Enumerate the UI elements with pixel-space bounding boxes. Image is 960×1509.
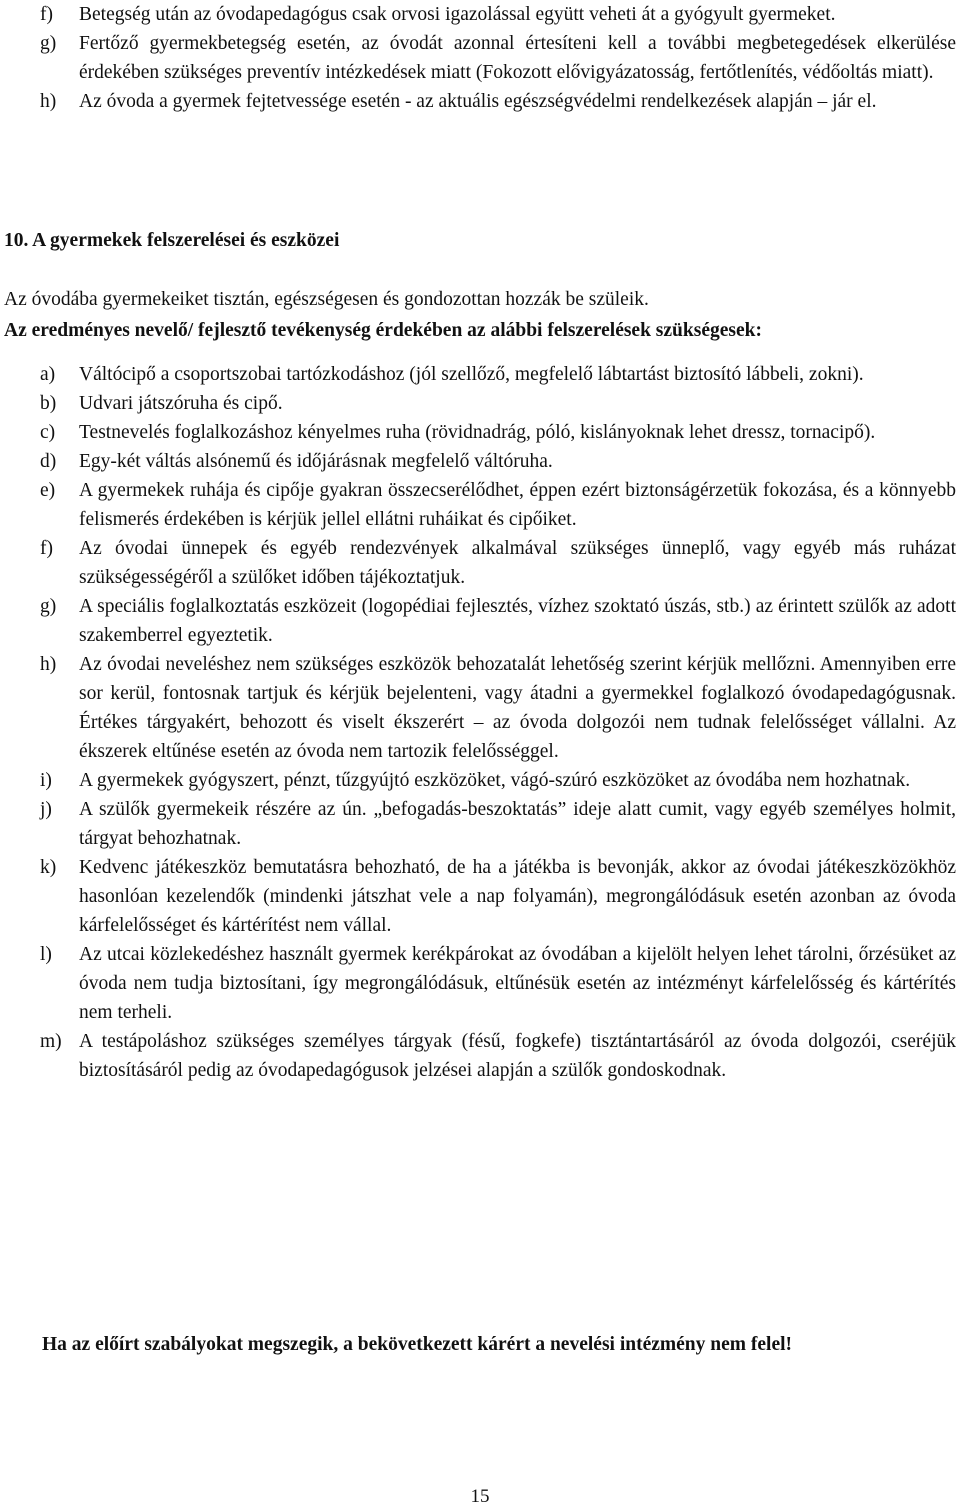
intro-paragraph: Az óvodába gyermekeiket tisztán, egészségesen és gondozottan hozzák be szüleik.	[4, 289, 649, 310]
list-item	[0, 0, 960, 29]
list-marker: b)	[40, 393, 57, 414]
list-item	[0, 940, 960, 1027]
list-item	[0, 360, 960, 389]
list-item	[0, 766, 960, 795]
list-item-text: A speciális foglalkoztatás eszközeit (logopédiai fejlesztés, vízhez szoktató úszás, stb.) az érintett szülők az adott szakemberrel egyeztetik.	[79, 596, 956, 646]
list-item-text: Az óvodai ünnepek és egyéb rendezvények alkalmával szükséges ünneplő, vagy egyéb más ruházat szükségességéről a szülőket időben tájékoztatjuk.	[79, 538, 956, 588]
list-item-text: A szülők gyermekeik részére az ún. „befogadás-beszoktatás” ideje alatt cumit, vagy egyéb személyes holmit, tárgyat behozhatnak.	[79, 799, 956, 849]
list-item	[0, 389, 960, 418]
list-item	[0, 29, 960, 87]
list-item	[0, 534, 960, 592]
list-item-text: Az óvoda a gyermek fejtetvessége esetén - az aktuális egészségvédelmi rendelkezések alapján – jár el.	[79, 91, 877, 112]
list-marker: h)	[40, 654, 57, 675]
list-marker: a)	[40, 364, 56, 385]
list-item	[0, 418, 960, 447]
list-item-text: A gyermekek gyógyszert, pénzt, tűzgyújtó eszközöket, vágó-szúró eszközöket az óvodába nem hozhatnak.	[79, 770, 911, 791]
list-marker: f)	[40, 4, 53, 25]
requirement-paragraph: Az eredményes nevelő/ fejlesztő tevékenység érdekében az alábbi felszerelések szükségesek:	[4, 320, 762, 341]
list-item-text: Az utcai közlekedéshez használt gyermek kerékpárokat az óvodában a kijelölt helyen lehet tárolni, őrzésüket az óvoda nem tudja biztosítani, így megrongálódásuk, eltűnésük esetén az intézményt kárfelelősség és kártérítés nem terheli.	[79, 944, 956, 1023]
list-item	[0, 447, 960, 476]
equipment-list	[0, 360, 960, 1085]
list-item-text: Kedvenc játékeszköz bemutatásra behozható, de ha a játékba is bevonják, akkor az óvodai játékeszközökhöz hasonlóan kezelendők (mindenki játszhat vele a nap folyamán), megrongálódásuk esetén azonban az óvoda kárfelelősséget és kártérítést nem vállal.	[79, 857, 956, 936]
list-item	[0, 650, 960, 766]
list-item	[0, 592, 960, 650]
list-marker: j)	[40, 799, 52, 820]
section-heading: 10. A gyermekek felszerelései és eszközei	[4, 230, 340, 251]
list-marker: k)	[40, 857, 57, 878]
list-marker: e)	[40, 480, 56, 501]
list-marker: g)	[40, 596, 57, 617]
list-item-text: Betegség után az óvodapedagógus csak orvosi igazolással együtt veheti át a gyógyult gyermeket.	[79, 4, 836, 25]
list-marker: l)	[40, 944, 52, 965]
list-item	[0, 853, 960, 940]
list-marker: d)	[40, 451, 57, 472]
list-item-text: Testnevelés foglalkozáshoz kényelmes ruha (rövidnadrág, póló, kislányoknak lehet dressz, tornacipő).	[79, 422, 876, 443]
list-item-text: Az óvodai neveléshez nem szükséges eszközök behozatalát lehetőség szerint kérjük mellőzni. Amennyiben erre sor kerül, fontosnak tartjuk és kérjük bejelenteni, vagy átadni a gyermekkel foglalkozó óvodapedagógusnak. Értékes tárgyakért, behozott és viselt ékszerért – az óvoda dolgozói nem tudnak felelősséget vállalni. Az ékszerek eltűnése esetén az óvoda nem tartozik felelősséggel.	[79, 654, 956, 762]
list-item-text: Egy-két váltás alsónemű és időjárásnak megfelelő váltóruha.	[79, 451, 553, 472]
list-item	[0, 795, 960, 853]
list-marker: g)	[40, 33, 57, 54]
closing-statement: Ha az előírt szabályokat megszegik, a bekövetkezett kárért a nevelési intézmény nem felel!	[42, 1334, 793, 1355]
list-item-text: Fertőző gyermekbetegség esetén, az óvodát azonnal értesíteni kell a további megbetegedések elkerülése érdekében szükséges preventív intézkedések miatt (Fokozott elővigyázatosság, fertőtlenítés, védőoltás miatt).	[79, 33, 956, 83]
health-rules-list	[0, 0, 960, 116]
list-item	[0, 1027, 960, 1085]
page-number: 15	[470, 1486, 490, 1507]
list-item	[0, 476, 960, 534]
list-item-text: Udvari játszóruha és cipő.	[79, 393, 283, 414]
list-marker: m)	[40, 1031, 62, 1052]
list-marker: c)	[40, 422, 56, 443]
list-marker: i)	[40, 770, 52, 791]
list-item	[0, 87, 960, 116]
list-marker: f)	[40, 538, 53, 559]
list-item-text: A testápoláshoz szükséges személyes tárgyak (fésű, fogkefe) tisztántartásáról az óvoda dolgozói, cseréjük biztosításáról pedig az óvodapedagógusok jelzései alapján a szülők gondoskodnak.	[79, 1031, 956, 1081]
list-item-text: Váltócipő a csoportszobai tartózkodáshoz (jól szellőző, megfelelő lábtartást biztosító lábbeli, zokni).	[79, 364, 864, 385]
list-item-text: A gyermekek ruhája és cipője gyakran összecserélődhet, éppen ezért biztonságérzetük fokozása, és a könnyebb felismerés érdekében is kérjük jellel ellátni ruháikat és cipőiket.	[79, 480, 956, 530]
list-marker: h)	[40, 91, 57, 112]
